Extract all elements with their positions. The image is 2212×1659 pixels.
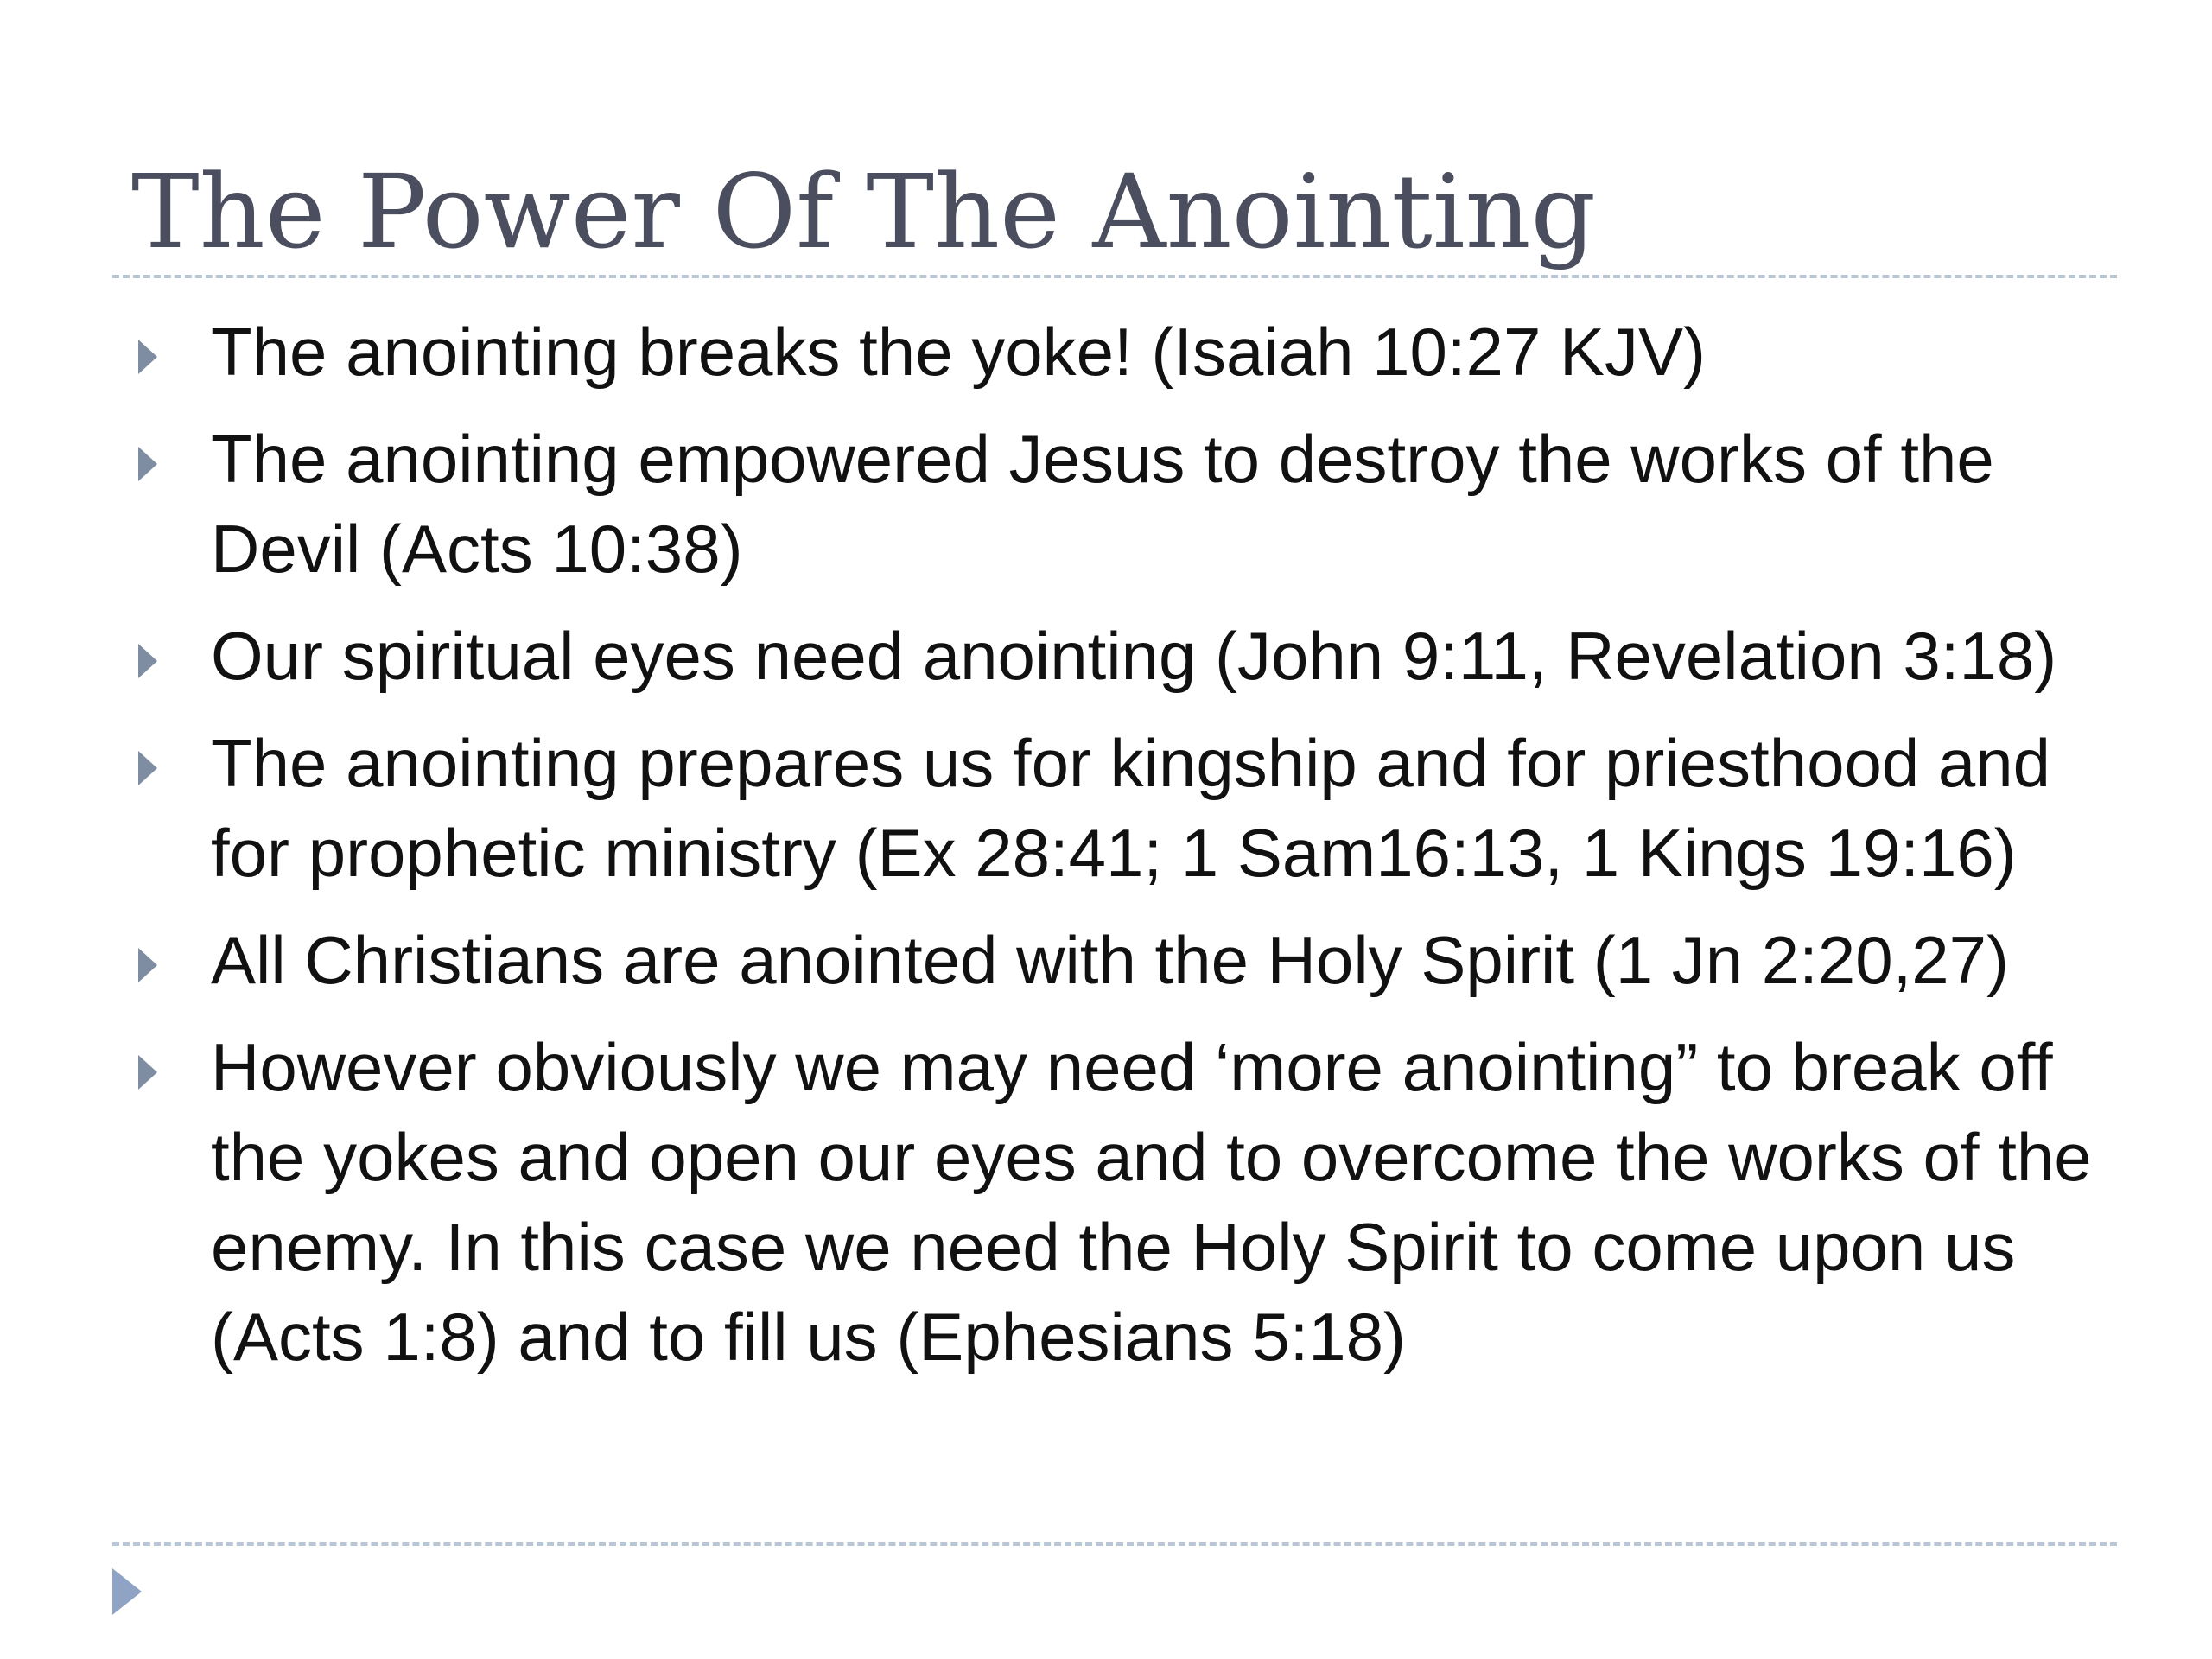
triangle-right-icon bbox=[138, 340, 157, 374]
bullet-text: The anointing breaks the yoke! (Isaiah 10:27 KJV) bbox=[211, 314, 1707, 390]
bullet-list bbox=[130, 307, 2117, 1399]
bullet-text: Our spiritual eyes need anointing (John 9:11, Revelation 3:18) bbox=[211, 618, 2057, 694]
bullet-text: All Christians are anointed with the Holy Spirit (1 Jn 2:20,27) bbox=[211, 922, 2010, 998]
list-item bbox=[130, 307, 2117, 397]
bullet-text: The anointing empowered Jesus to destroy the works of the Devil (Acts 10:38) bbox=[211, 421, 1994, 587]
list-item bbox=[130, 611, 2117, 701]
triangle-right-icon bbox=[138, 644, 157, 678]
triangle-right-icon bbox=[138, 447, 157, 481]
footer-divider bbox=[112, 1542, 2117, 1546]
list-item bbox=[130, 414, 2117, 594]
bullet-text: However obviously we may need ‘more anointing” to break off the yokes and open our eyes and to overcome the works of the enemy. In this case we need the Holy Spirit to come upon us (Acts 1:8) and to fill us (Ephesians 5:18) bbox=[211, 1029, 2092, 1375]
list-item bbox=[130, 1022, 2117, 1382]
triangle-right-icon bbox=[138, 1055, 157, 1090]
bullet-text: The anointing prepares us for kingship and for priesthood and for prophetic ministry (Ex 28:41; 1 Sam16:13, 1 Kings 19:16) bbox=[211, 725, 2051, 891]
list-item bbox=[130, 915, 2117, 1005]
title-divider bbox=[112, 275, 2117, 278]
play-triangle-icon[interactable] bbox=[112, 1568, 142, 1615]
list-item bbox=[130, 718, 2117, 898]
triangle-right-icon bbox=[138, 751, 157, 785]
triangle-right-icon bbox=[138, 948, 157, 982]
slide-title: The Power Of The Anointing bbox=[131, 152, 1597, 271]
